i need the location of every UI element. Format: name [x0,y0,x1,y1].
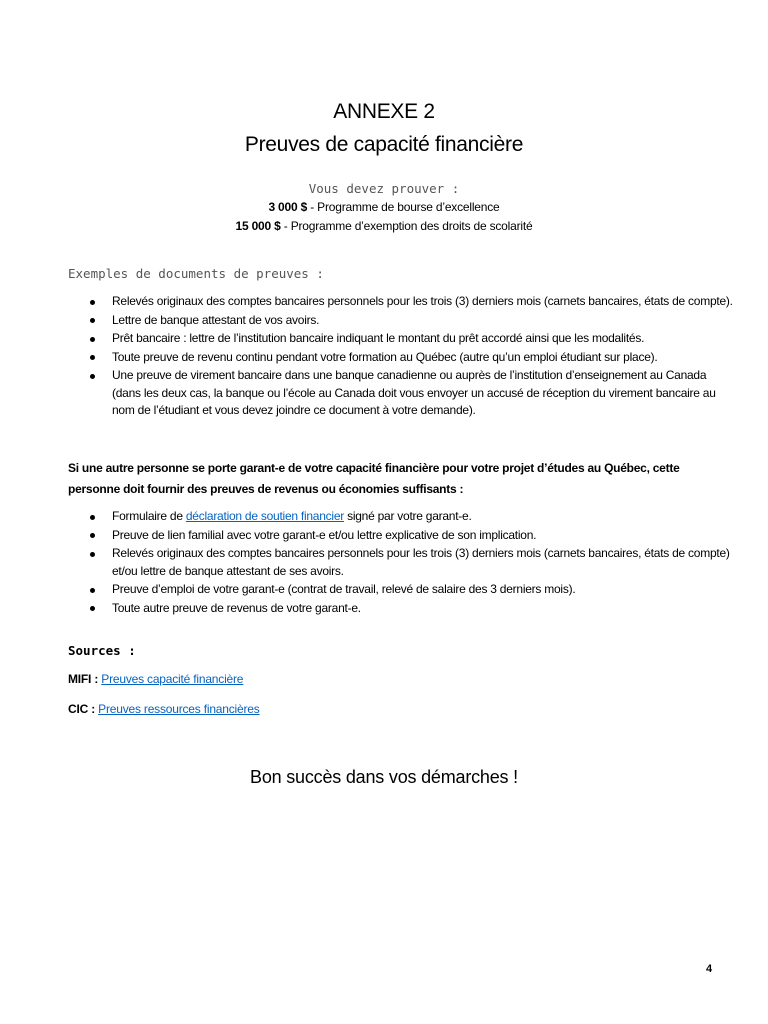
page-number: 4 [706,963,713,975]
requirement-amount: 15 000 $ [235,219,281,233]
list-item: Preuve d’emploi de votre garant-e (contrat de travail, relevé de salaire des 3 derniers mois). [64,581,734,599]
requirement-program: - Programme de bourse d’excellence [307,200,500,214]
source-label: MIFI : [68,672,102,686]
requirements-intro: Vous devez prouver : [308,181,460,196]
requirement-line [0,219,768,233]
list-item: Toute preuve de revenu continu pendant votre formation au Québec (autre qu’un emploi étudiant sur place). [64,349,734,367]
guarantor-paragraph: Si une autre personne se porte garant-e de votre capacité financière pour votre projet d’études au Québec, cette personne doit fournir des preuves de revenus ou économies suffisants : [68,461,680,496]
list-item [64,508,734,526]
list-item-text: Formulaire de [112,509,186,523]
examples-heading: Exemples de documents de preuves : [68,266,324,281]
list-item: Relevés originaux des comptes bancaires personnels pour les trois (3) derniers mois (carnets bancaires, états de compte). [64,293,734,311]
annex-label: ANNEXE 2 [333,100,435,123]
list-item: Preuve de lien familial avec votre garant-e et/ou lettre explicative de son implication. [64,527,734,545]
page-title: Preuves de capacité financière [244,133,524,156]
closing-message: Bon succès dans vos démarches ! [250,767,518,787]
financial-support-declaration-link[interactable]: déclaration de soutien financier [185,509,344,523]
list-item: Relevés originaux des comptes bancaires personnels pour les trois (3) derniers mois (carnets bancaires, états de compte) et/ou lettre de banque attestant de ses avoirs. [64,545,734,580]
sources-heading: Sources : [68,643,136,658]
list-item: Une preuve de virement bancaire dans une banque canadienne ou auprès de l’institution d’enseignement au Canada (dans les deux cas, la banque ou l’école au Canada doit vous envoyer un accusé de réception du virement bancaire au nom de l’étudiant et vous devez joindre ce document à votre demande). [64,367,734,420]
examples-list [64,293,734,421]
mifi-source-link[interactable]: Preuves capacité financière [101,672,244,686]
requirement-line [0,200,768,214]
list-item-text: signé par votre garant-e. [343,509,472,523]
requirement-amount: 3 000 $ [268,200,308,214]
cic-source-link[interactable]: Preuves ressources financières [98,702,260,716]
list-item: Prêt bancaire : lettre de l’institution bancaire indiquant le montant du prêt accordé ainsi que les modalités. [64,330,734,348]
source-entry [68,702,260,716]
source-label: CIC : [68,702,99,716]
list-item: Lettre de banque attestant de vos avoirs. [64,312,734,330]
list-item: Toute autre preuve de revenus de votre garant-e. [64,600,734,618]
guarantor-list [64,508,734,618]
source-entry [68,672,243,686]
requirement-program: - Programme d’exemption des droits de scolarité [280,219,533,233]
